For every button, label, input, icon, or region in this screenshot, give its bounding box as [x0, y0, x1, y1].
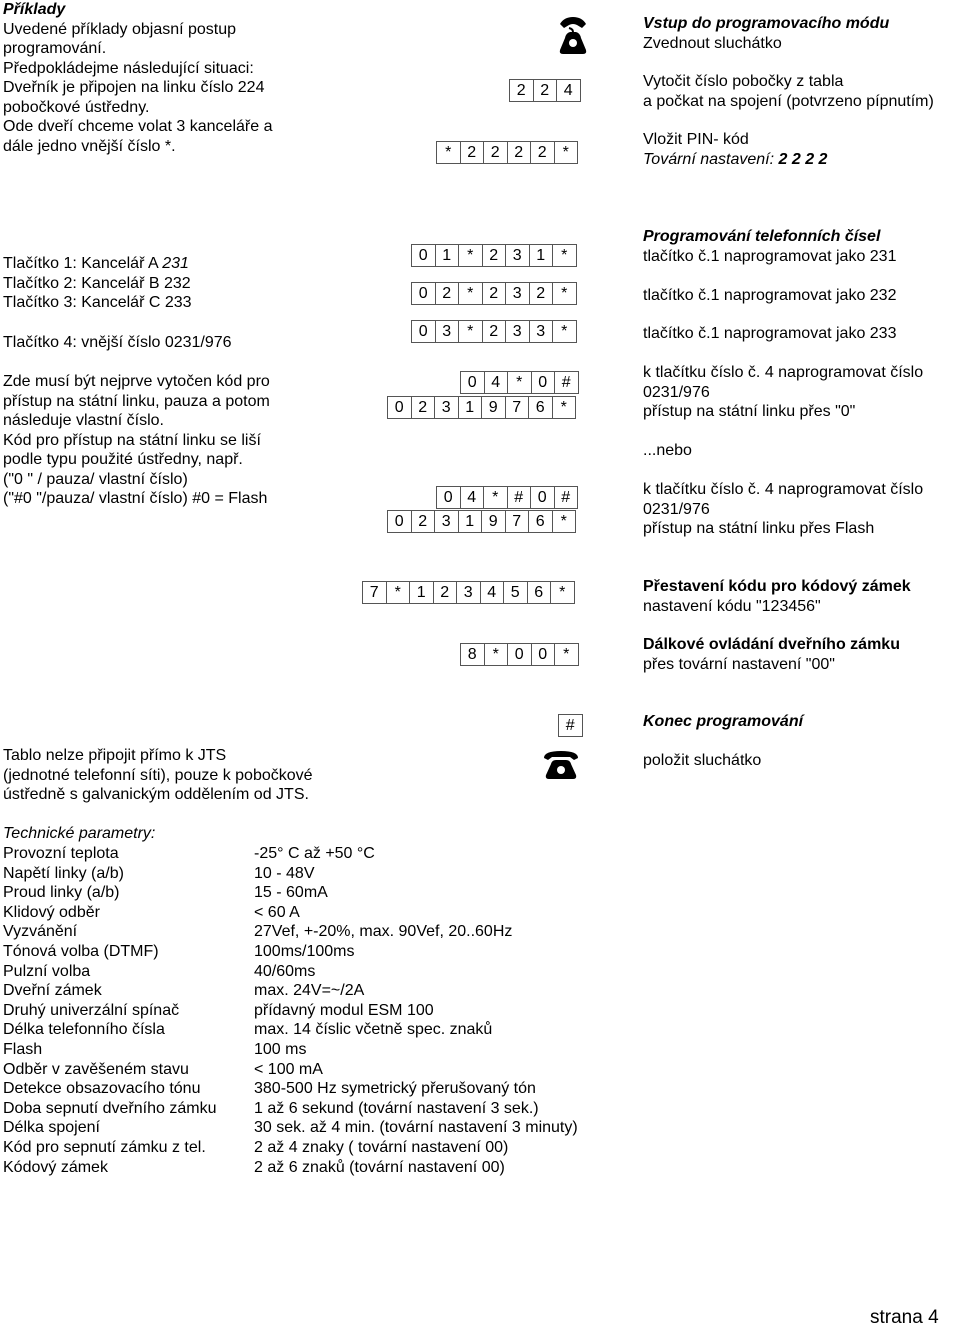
key: 7 [362, 581, 387, 604]
param-value: 1 až 6 sekund (tovární nastavení 3 sek.) [254, 1099, 539, 1117]
param-name: Vyzvánění [3, 923, 78, 941]
end-text: položit sluchátko [643, 752, 762, 769]
note-line: přístup na státní linku, pauza a potom [3, 392, 270, 410]
tablo-line: ústředně s galvanickým oddělením od JTS. [3, 786, 309, 803]
key: # [507, 486, 532, 509]
entry-dial-block [643, 72, 934, 111]
key: # [554, 371, 579, 394]
end-title: Konec programování [643, 713, 804, 730]
key: 2 [482, 244, 507, 267]
intro-line: Dveřník je připojen na linku číslo 224 [3, 79, 265, 96]
param-name: Napětí linky (a/b) [3, 864, 124, 882]
prog-line-3-wrap [643, 324, 896, 344]
keypad-extension-224 [509, 79, 581, 102]
tablo-line: Tablo nelze připojit přímo k JTS [3, 747, 227, 764]
intro-line: programování. [3, 40, 107, 57]
param-value: 27Vef, +-20%, max. 90Vef, 20..60Hz [254, 923, 513, 941]
key: 7 [505, 396, 530, 419]
key: 4 [480, 581, 505, 604]
param-row [3, 1060, 323, 1080]
prog-line: 0231/976 [643, 500, 710, 518]
key: 0 [507, 643, 532, 666]
door-block [643, 635, 900, 674]
param-value: max. 14 číslic včetně spec. znaků [254, 1021, 493, 1039]
intro-line: pobočkové ústředny. [3, 98, 150, 116]
param-row [3, 883, 328, 903]
entry-block [643, 14, 889, 53]
telephone-handset-down-icon [541, 749, 581, 781]
code-block [643, 577, 911, 616]
key: 3 [505, 244, 530, 267]
key: 4 [556, 79, 581, 102]
param-row [3, 922, 513, 942]
prog-line: tlačítko č.1 naprogramovat jako 233 [643, 325, 897, 342]
key: * [552, 282, 577, 305]
key: 3 [435, 320, 460, 343]
param-value: přídavný modul ESM 100 [254, 1001, 434, 1019]
code-title: Přestavení kódu pro kódový zámek [643, 578, 911, 595]
param-value: < 60 A [254, 903, 300, 921]
key: 0 [531, 643, 556, 666]
intro-line: Uvedené příklady objasní postup [3, 20, 237, 38]
param-name: Proud linky (a/b) [3, 884, 120, 902]
param-value: 10 - 48V [254, 864, 315, 882]
door-text: přes tovární nastavení "00" [643, 655, 835, 673]
button4-text-block [3, 333, 232, 353]
key: 1 [458, 510, 483, 533]
telephone-handset-lifted-icon [556, 16, 590, 58]
param-name: Doba sepnutí dveřního zámku [3, 1099, 217, 1117]
note-line: Kód pro přístup na státní linku se liší [3, 431, 261, 449]
key: 1 [529, 244, 554, 267]
intro-line: Ode dveří chceme volat 3 kanceláře a [3, 118, 273, 135]
params-title: Technické parametry: [3, 825, 156, 842]
param-value: -25° C až +50 °C [254, 845, 375, 862]
key: 2 [482, 282, 507, 305]
param-value: 30 sek. až 4 min. (tovární nastavení 3 minuty) [254, 1119, 578, 1137]
entry-dial-line: a počkat na spojení (potvrzeno pípnutím) [643, 92, 934, 110]
key: 0 [530, 486, 555, 509]
param-value: 380-500 Hz symetrický přerušovaný tón [254, 1080, 536, 1098]
key: 4 [484, 371, 509, 394]
key: 4 [460, 486, 485, 509]
key: 3 [434, 510, 459, 533]
key: # [558, 714, 583, 737]
entry-pin-block [643, 130, 827, 169]
param-value: 100 ms [254, 1041, 307, 1058]
key: 2 [483, 141, 508, 164]
param-row [3, 844, 375, 864]
param-name: Detekce obsazovacího tónu [3, 1080, 201, 1098]
keypad-button1 [411, 244, 577, 267]
key: * [483, 486, 508, 509]
button1-text [3, 254, 192, 274]
param-row [3, 1079, 536, 1099]
key: 1 [409, 581, 434, 604]
keypad-end [558, 714, 583, 737]
prog-line: k tlačítku číslo č. 4 naprogramovat číslo [643, 481, 924, 498]
key: * [458, 244, 483, 267]
page-number: strana 4 [870, 1307, 939, 1328]
key: 2 [482, 320, 507, 343]
param-row [3, 1020, 493, 1040]
key: 9 [481, 510, 506, 533]
param-name: Kód pro sepnutí zámku z tel. [3, 1139, 206, 1156]
keypad-code-change [362, 581, 575, 604]
key: 8 [460, 643, 485, 666]
key: 0 [460, 371, 485, 394]
door-title: Dálkové ovládání dveřního zámku [643, 636, 900, 653]
key: # [554, 486, 579, 509]
button3-text: Tlačítko 3: Kancelář C 233 [3, 294, 192, 311]
prog-line: k tlačítku číslo č. 4 naprogramovat číslo [643, 364, 924, 381]
button1-label: Tlačítko 1: Kancelář A [3, 255, 158, 272]
intro-line: Předpokládejme následující situaci: [3, 59, 254, 77]
note-line: následuje vlastní číslo. [3, 412, 164, 429]
param-row [3, 942, 355, 962]
prog-block [643, 227, 896, 266]
param-name: Dveřní zámek [3, 982, 102, 1000]
param-value: 2 až 6 znaků (tovární nastavení 00) [254, 1158, 505, 1176]
end-text-wrap [643, 751, 761, 771]
key: 0 [411, 244, 436, 267]
key: 2 [507, 141, 532, 164]
param-value: max. 24V=~/2A [254, 982, 365, 1000]
end-block [643, 712, 803, 732]
key: 2 [411, 510, 436, 533]
key: 0 [436, 486, 461, 509]
key: 1 [458, 396, 483, 419]
key: 2 [529, 282, 554, 305]
keypad-button2 [411, 282, 577, 305]
param-value: < 100 mA [254, 1060, 323, 1078]
key: 0 [387, 510, 412, 533]
key: * [386, 581, 411, 604]
key: 2 [435, 282, 460, 305]
button2-text: Tlačítko 2: Kancelář B 232 [3, 274, 191, 292]
keypad-button4-number-b [387, 510, 576, 533]
param-name: Flash [3, 1041, 43, 1058]
prog-line: tlačítko č.1 naprogramovat jako 231 [643, 247, 897, 265]
key: 3 [505, 282, 530, 305]
prog-line-4-wrap [643, 363, 923, 422]
key: 0 [531, 371, 556, 394]
param-value: 15 - 60mA [254, 884, 328, 902]
key: * [554, 141, 579, 164]
prefix-note [3, 372, 270, 509]
key: 0 [411, 320, 436, 343]
param-row [3, 1138, 509, 1158]
key: 0 [387, 396, 412, 419]
note-line: Zde musí být nejprve vytočen kód pro [3, 373, 270, 390]
prog-line: 0231/976 [643, 383, 710, 401]
keypad-button4-prefix-flash [436, 486, 578, 509]
key: 3 [505, 320, 530, 343]
prog-title: Programování telefonních čísel [643, 228, 881, 245]
param-row [3, 1099, 539, 1119]
key: 2 [460, 141, 485, 164]
prog-line-5-wrap [643, 480, 923, 539]
button1-number: 231 [162, 255, 189, 272]
param-value: 2 až 4 znaky ( tovární nastavení 00) [254, 1139, 509, 1156]
param-name: Délka spojení [3, 1119, 100, 1137]
param-name: Pulzní volba [3, 962, 91, 980]
key: 1 [435, 244, 460, 267]
key: * [436, 141, 461, 164]
key: 3 [456, 581, 481, 604]
param-name: Odběr v zavěšeném stavu [3, 1060, 189, 1078]
keypad-button4-prefix-0 [460, 371, 579, 394]
param-row [3, 903, 300, 923]
note-line: ("0 " / pauza/ vlastní číslo) [3, 470, 188, 488]
key: * [458, 282, 483, 305]
key: 5 [503, 581, 528, 604]
button4-text: Tlačítko 4: vnější číslo 0231/976 [3, 334, 232, 351]
param-row [3, 1001, 434, 1021]
prog-line-2-wrap [643, 286, 896, 306]
entry-pin: Vložit PIN- kód [643, 131, 749, 148]
key: * [552, 510, 577, 533]
key: * [552, 396, 577, 419]
note-line: podle typu použité ústředny, např. [3, 451, 243, 468]
key: 3 [529, 320, 554, 343]
key: 0 [411, 282, 436, 305]
param-row [3, 1158, 505, 1178]
keypad-button4-number-a [387, 396, 576, 419]
param-row [3, 1040, 307, 1060]
param-name: Délka telefonního čísla [3, 1021, 165, 1039]
prog-or-wrap [643, 441, 692, 461]
param-value: 40/60ms [254, 962, 316, 980]
entry-title: Vstup do programovacího módu [643, 15, 890, 32]
key: 2 [433, 581, 458, 604]
note-line: ("#0 "/pauza/ vlastní číslo) #0 = Flash [3, 490, 268, 507]
entry-factory-value: 2 2 2 2 [778, 150, 828, 168]
entry-factory-label: Tovární nastavení: [643, 150, 775, 168]
code-text: nastavení kódu "123456" [643, 597, 821, 615]
key: 2 [533, 79, 558, 102]
key: * [507, 371, 532, 394]
prog-line: přístup na státní linku přes "0" [643, 403, 856, 420]
key: * [484, 643, 509, 666]
param-row [3, 962, 316, 982]
key: 6 [528, 396, 553, 419]
param-row [3, 981, 365, 1001]
key: 9 [481, 396, 506, 419]
key: 2 [530, 141, 555, 164]
param-row [3, 864, 315, 884]
key: 7 [505, 510, 530, 533]
entry-lift: Zvednout sluchátko [643, 34, 782, 52]
param-name: Tónová volba (DTMF) [3, 943, 159, 960]
param-name: Provozní teplota [3, 845, 119, 862]
prog-or: ...nebo [643, 442, 692, 459]
key: * [552, 244, 577, 267]
key: 6 [528, 510, 553, 533]
entry-dial-line: Vytočit číslo pobočky z tabla [643, 73, 844, 90]
intro-block [3, 0, 272, 156]
prog-line: tlačítko č.1 naprogramovat jako 232 [643, 287, 897, 304]
buttons-block [3, 254, 192, 313]
param-value: 100ms/100ms [254, 943, 355, 960]
entry-factory [643, 150, 827, 170]
param-name: Druhý univerzální spínač [3, 1001, 180, 1019]
key: 6 [527, 581, 552, 604]
key: * [550, 581, 575, 604]
keypad-door-control [460, 643, 579, 666]
param-name: Klidový odběr [3, 903, 100, 921]
intro-title: Příklady [3, 1, 66, 18]
keypad-button3 [411, 320, 577, 343]
prog-line: přístup na státní linku přes Flash [643, 520, 875, 537]
param-name: Kódový zámek [3, 1158, 108, 1176]
keypad-pin [436, 141, 578, 164]
key: 2 [509, 79, 534, 102]
key: 3 [434, 396, 459, 419]
intro-line: dále jedno vnější číslo *. [3, 137, 176, 155]
param-row [3, 1118, 578, 1138]
tablo-note [3, 746, 313, 805]
key: * [552, 320, 577, 343]
key: * [458, 320, 483, 343]
key: 2 [411, 396, 436, 419]
tablo-line: (jednotné telefonní síti), pouze k pobočkové [3, 766, 313, 784]
key: * [554, 643, 579, 666]
